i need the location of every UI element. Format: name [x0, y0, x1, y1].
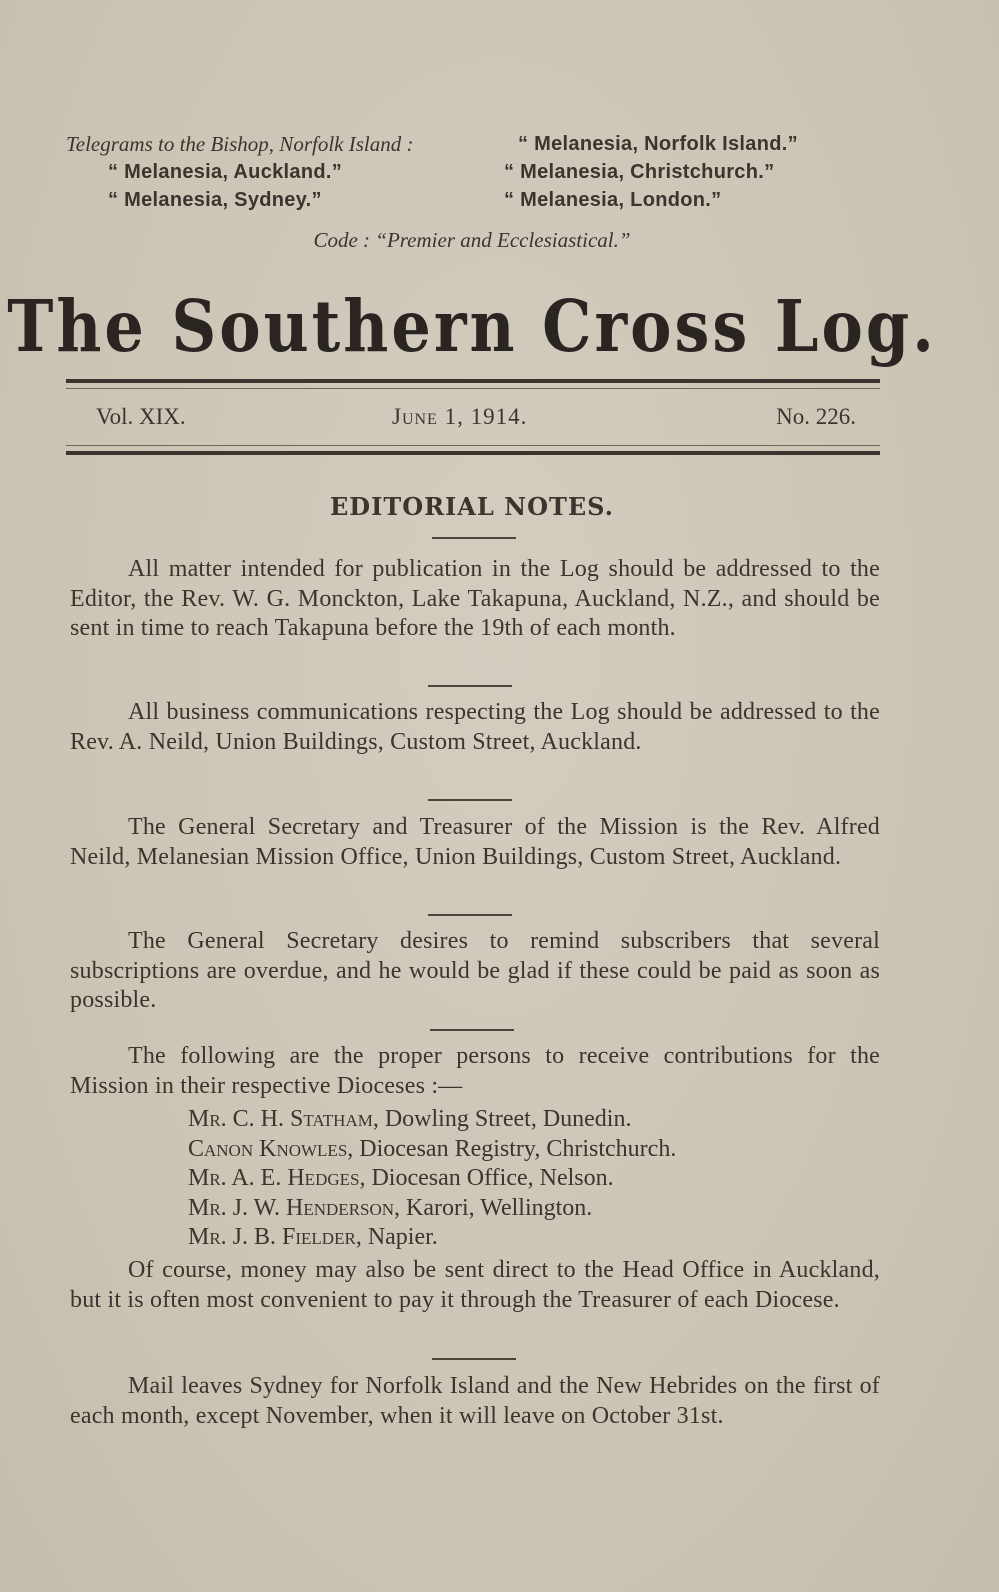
- telegram-intro: Telegrams to the Bishop, Norfolk Island :: [66, 132, 414, 156]
- editorial-paragraph: The General Secretary desires to remind subscribers that several subscriptions are overdue, and he would be glad if these could be paid as soon as possible.: [70, 928, 880, 1013]
- list-item: [188, 1164, 676, 1194]
- recipient-name: Mr. C. H. Statham: [188, 1106, 373, 1132]
- title-separator: [432, 537, 516, 539]
- list-item: [188, 1105, 676, 1135]
- issue-number: No. 226.: [776, 404, 856, 429]
- masthead-title: The Southern Cross Log.: [7, 284, 937, 369]
- list-item: [188, 1194, 676, 1224]
- recipient-address: , Diocesan Office, Nelson.: [359, 1165, 614, 1191]
- recipient-address: , Diocesan Registry, Christchurch.: [347, 1135, 677, 1162]
- telegram-address: “ Melanesia, Sydney.”: [108, 189, 322, 211]
- editorial-paragraph: All matter intended for publication in the Log should be addressed to the Editor, the Rev. W. G. Monckton, Lake Takapuna, Auckland, N.Z., and should be sent in time to reach Takapuna before the 19th of each month.: [70, 556, 880, 641]
- recipient-address: , Dowling Street, Dunedin.: [372, 1106, 632, 1132]
- telegram-address: “ Melanesia, London.”: [504, 189, 722, 211]
- telegram-address: “ Melanesia, Norfolk Island.”: [518, 133, 798, 155]
- editorial-paragraph: The General Secretary and Treasurer of the Mission is the Rev. Alfred Neild, Melanesian Mission Office, Union Buildings, Custom Street, Auckland.: [70, 814, 880, 870]
- recipient-address: , Karori, Wellington.: [394, 1194, 593, 1221]
- contributions-recipient-list: [188, 1105, 676, 1253]
- paragraph-separator: [432, 1358, 516, 1360]
- telegraph-code: Code : “Premier and Ecclesiastical.”: [313, 228, 631, 252]
- section-title: EDITORIAL NOTES.: [330, 492, 614, 521]
- paragraph-separator: [428, 685, 512, 687]
- paragraph-separator: [428, 914, 512, 916]
- list-item: [188, 1223, 676, 1253]
- editorial-paragraph: Of course, money may also be sent direct to the Head Office in Auckland, but it is often most convenient to pay it through the Treasurer of each Diocese.: [70, 1257, 880, 1313]
- telegram-address: “ Melanesia, Auckland.”: [108, 161, 343, 183]
- paragraph-separator: [430, 1029, 514, 1031]
- paragraph-separator: [428, 799, 512, 801]
- editorial-paragraph: The following are the proper persons to receive contributions for the Mission in their respective Dioceses :—: [70, 1043, 880, 1099]
- recipient-name: Mr. J. W. Henderson: [188, 1194, 395, 1221]
- telegram-addresses: [66, 130, 880, 214]
- issue-info: [96, 404, 856, 434]
- editorial-paragraph: All business communications respecting the Log should be addressed to the Rev. A. Neild, Union Buildings, Custom Street, Auckland.: [70, 699, 880, 755]
- header-rule-top-thin: [66, 388, 880, 389]
- recipient-name: Canon Knowles: [188, 1135, 348, 1162]
- recipient-name: Mr. J. B. Fielder: [188, 1224, 356, 1250]
- recipient-address: , Napier.: [355, 1224, 438, 1250]
- volume-label: Vol. XIX.: [96, 404, 186, 429]
- header-rule-bottom: [66, 451, 880, 455]
- list-item: [188, 1135, 676, 1165]
- telegram-address: “ Melanesia, Christchurch.”: [504, 161, 775, 183]
- editorial-paragraph: Mail leaves Sydney for Norfolk Island and the New Hebrides on the first of each month, except November, when it will leave on October 31st.: [70, 1373, 880, 1429]
- recipient-name: Mr. A. E. Hedges: [188, 1165, 360, 1191]
- header-rule-bottom-thin: [66, 445, 880, 446]
- header-rule-top: [66, 379, 880, 383]
- issue-date: June 1, 1914.: [392, 404, 528, 429]
